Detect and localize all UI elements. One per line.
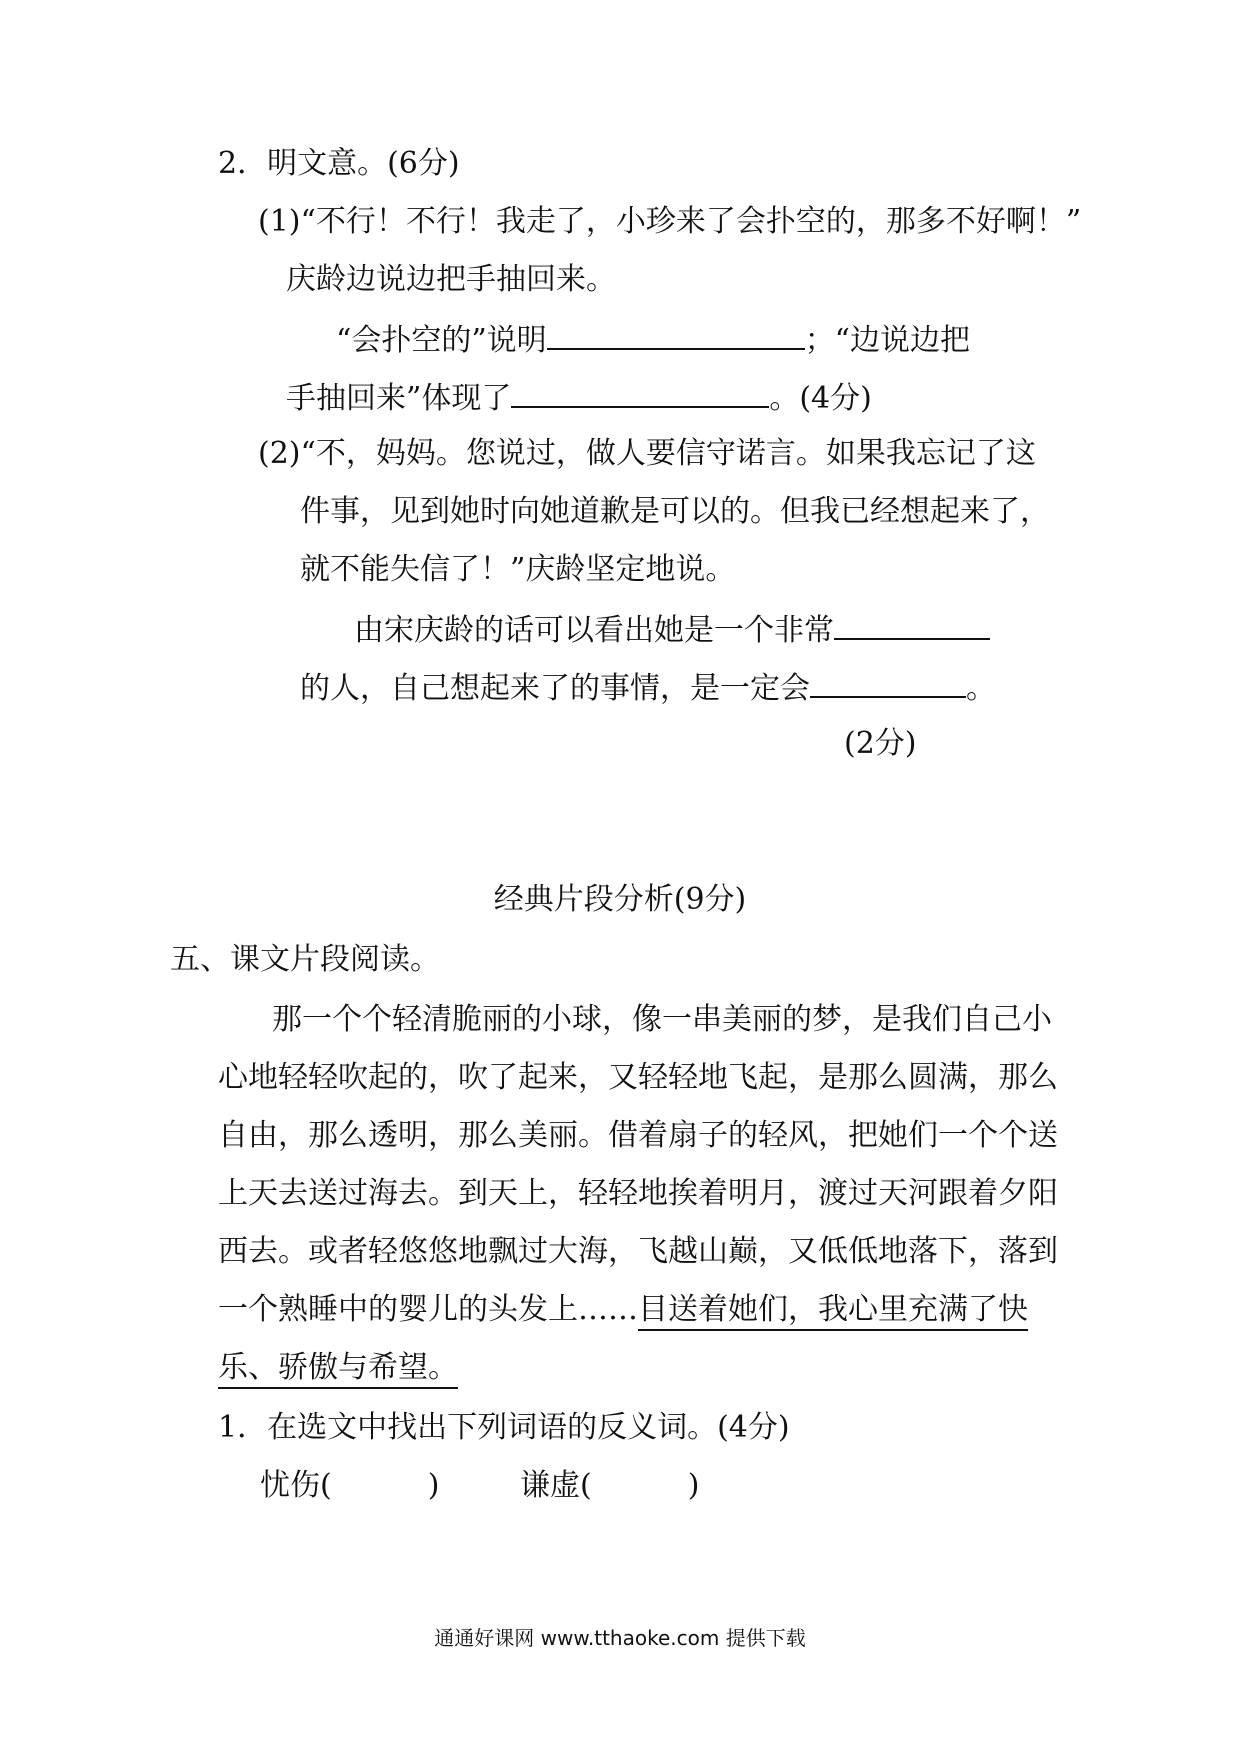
sub2-prompt-row1 — [354, 608, 990, 651]
sub2-prompt-a: 由宋庆龄的话可以看出她是一个非常 — [354, 613, 834, 648]
antonym-1-word: 忧伤( — [260, 1468, 332, 1503]
page-footer: 通通好课网 www.tthaoke.com 提供下载 — [434, 1626, 806, 1650]
section-title: 经典片段分析(9分) — [493, 882, 747, 917]
antonym-2-word: 谦虚( — [520, 1468, 592, 1503]
passage-underlined-sentence-part1: 目送着她们，我心里充满了快 — [638, 1292, 1028, 1331]
answer-blank-1[interactable] — [547, 318, 805, 350]
sub1-prompt-a: “会扑空的”说明 — [336, 323, 547, 358]
sub1-quote-line1: (1)“不行！不行！我走了，小珍来了会扑空的，那多不好啊！” — [258, 204, 1082, 239]
sub1-quote-line2: 庆龄边说边把手抽回来。 — [286, 262, 616, 297]
antonym-1-close: ) — [427, 1468, 440, 1503]
sub1-prompt-row2 — [286, 376, 872, 419]
section-5-heading: 五、课文片段阅读。 — [170, 942, 440, 977]
passage-underlined-sentence-part2: 乐、骄傲与希望。 — [218, 1350, 458, 1389]
passage-line-6 — [218, 1290, 1028, 1330]
answer-blank-3[interactable] — [834, 608, 990, 640]
sub2-score: (2分) — [844, 726, 917, 761]
passage-line-6-plain: 一个熟睡中的婴儿的头发上…… — [218, 1292, 638, 1327]
section-5-question-1-heading: 1．在选文中找出下列词语的反义词。(4分) — [218, 1410, 790, 1445]
sub2-quote-line3: 就不能失信了！”庆龄坚定地说。 — [300, 552, 736, 587]
sub1-prompt-b: ；“边说边把 — [804, 323, 971, 358]
answer-blank-2[interactable] — [511, 376, 769, 408]
sub2-prompt-c: 。 — [966, 671, 996, 706]
sub2-prompt-b: 的人，自己想起来了的事情，是一定会 — [300, 671, 810, 706]
sub1-prompt-d: 。(4分) — [769, 381, 872, 416]
answer-blank-4[interactable] — [810, 666, 966, 698]
sub1-prompt-c: 手抽回来”体现了 — [286, 381, 512, 416]
antonym-item-1 — [260, 1466, 439, 1506]
sub2-quote-line1: (2)“不，妈妈。您说过，做人要信守诺言。如果我忘记了这 — [258, 436, 1036, 471]
antonym-2-close: ) — [687, 1468, 700, 1503]
sub1-prompt-row1 — [336, 318, 970, 361]
question-2-heading: 2．明文意。(6分) — [218, 146, 460, 181]
antonym-item-2 — [520, 1466, 699, 1506]
sub2-prompt-row2 — [300, 666, 996, 709]
passage-line-1: 那一个个轻清脆丽的小球，像一串美丽的梦，是我们自己小 — [272, 1002, 1052, 1037]
passage-line-3: 自由，那么透明，那么美丽。借着扇子的轻风，把她们一个个送 — [218, 1118, 1058, 1153]
sub2-quote-line2: 件事，见到她时向她道歉是可以的。但我已经想起来了， — [300, 494, 1050, 529]
passage-line-4: 上天去送过海去。到天上，轻轻地挨着明月，渡过天河跟着夕阳 — [218, 1176, 1058, 1211]
passage-line-7 — [218, 1348, 458, 1388]
passage-line-5: 西去。或者轻悠悠地飘过大海，飞越山巅，又低低地落下，落到 — [218, 1234, 1058, 1269]
passage-line-2: 心地轻轻吹起的，吹了起来，又轻轻地飞起，是那么圆满，那么 — [218, 1060, 1058, 1095]
